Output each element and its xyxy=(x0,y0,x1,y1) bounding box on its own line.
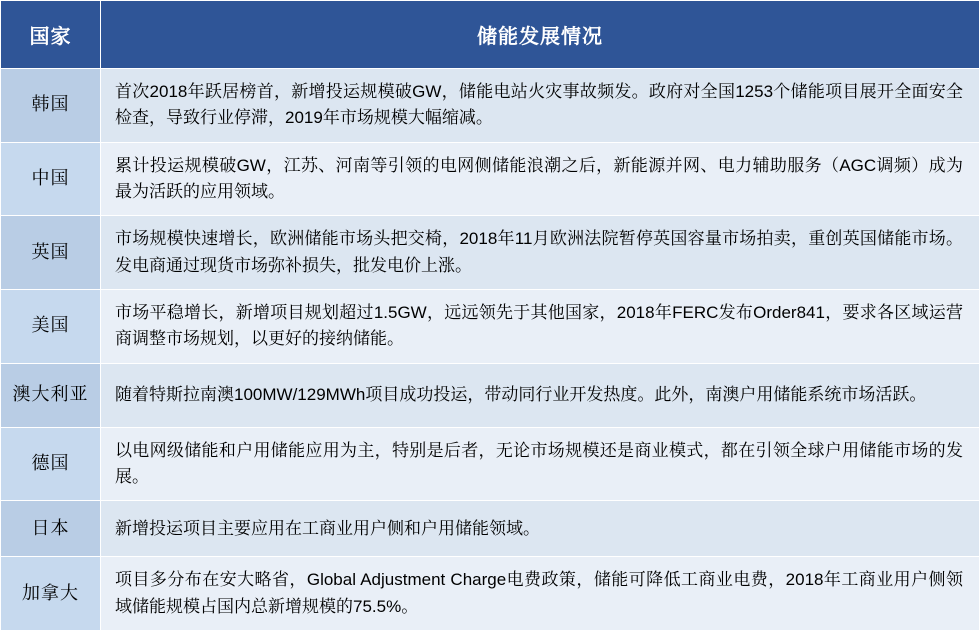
table-header xyxy=(1,1,979,69)
table-row xyxy=(1,363,979,427)
cell-country: 中国 xyxy=(1,142,101,216)
cell-country: 英国 xyxy=(1,216,101,290)
cell-description: 累计投运规模破GW，江苏、河南等引领的电网侧储能浪潮之后，新能源并网、电力辅助服务（AGC调频）成为最为活跃的应用领域。 xyxy=(101,142,979,216)
column-header-country: 国家 xyxy=(1,1,101,69)
cell-description: 首次2018年跃居榜首，新增投运规模破GW，储能电站火灾事故频发。政府对全国1253个储能项目展开全面安全检查，导致行业停滞，2019年市场规模大幅缩减。 xyxy=(101,69,979,143)
cell-country: 加拿大 xyxy=(1,557,101,631)
cell-description: 以电网级储能和户用储能应用为主，特别是后者，无论市场规模还是商业模式，都在引领全球户用储能市场的发展。 xyxy=(101,427,979,501)
cell-description: 新增投运项目主要应用在工商业用户侧和户用储能领域。 xyxy=(101,501,979,557)
table-row xyxy=(1,290,979,364)
column-header-description: 储能发展情况 xyxy=(101,1,979,69)
cell-country: 韩国 xyxy=(1,69,101,143)
table-row xyxy=(1,142,979,216)
table-row xyxy=(1,557,979,631)
cell-description: 市场规模快速增长，欧洲储能市场头把交椅，2018年11月欧洲法院暂停英国容量市场拍卖，重创英国储能市场。发电商通过现货市场弥补损失，批发电价上涨。 xyxy=(101,216,979,290)
cell-description: 随着特斯拉南澳100MW/129MWh项目成功投运，带动同行业开发热度。此外，南澳户用储能系统市场活跃。 xyxy=(101,363,979,427)
cell-country: 日本 xyxy=(1,501,101,557)
table-header-row xyxy=(1,1,979,69)
table-row xyxy=(1,501,979,557)
table-row xyxy=(1,216,979,290)
cell-description: 项目多分布在安大略省，Global Adjustment Charge电费政策，储能可降低工商业电费，2018年工商业用户侧领域储能规模占国内总新增规模的75.5%。 xyxy=(101,557,979,631)
cell-country: 美国 xyxy=(1,290,101,364)
table-row xyxy=(1,69,979,143)
cell-description: 市场平稳增长，新增项目规划超过1.5GW，远远领先于其他国家，2018年FERC发布Order841，要求各区域运营商调整市场规划，以更好的接纳储能。 xyxy=(101,290,979,364)
cell-country: 澳大利亚 xyxy=(1,363,101,427)
cell-country: 德国 xyxy=(1,427,101,501)
table-body xyxy=(1,69,979,631)
table-row xyxy=(1,427,979,501)
